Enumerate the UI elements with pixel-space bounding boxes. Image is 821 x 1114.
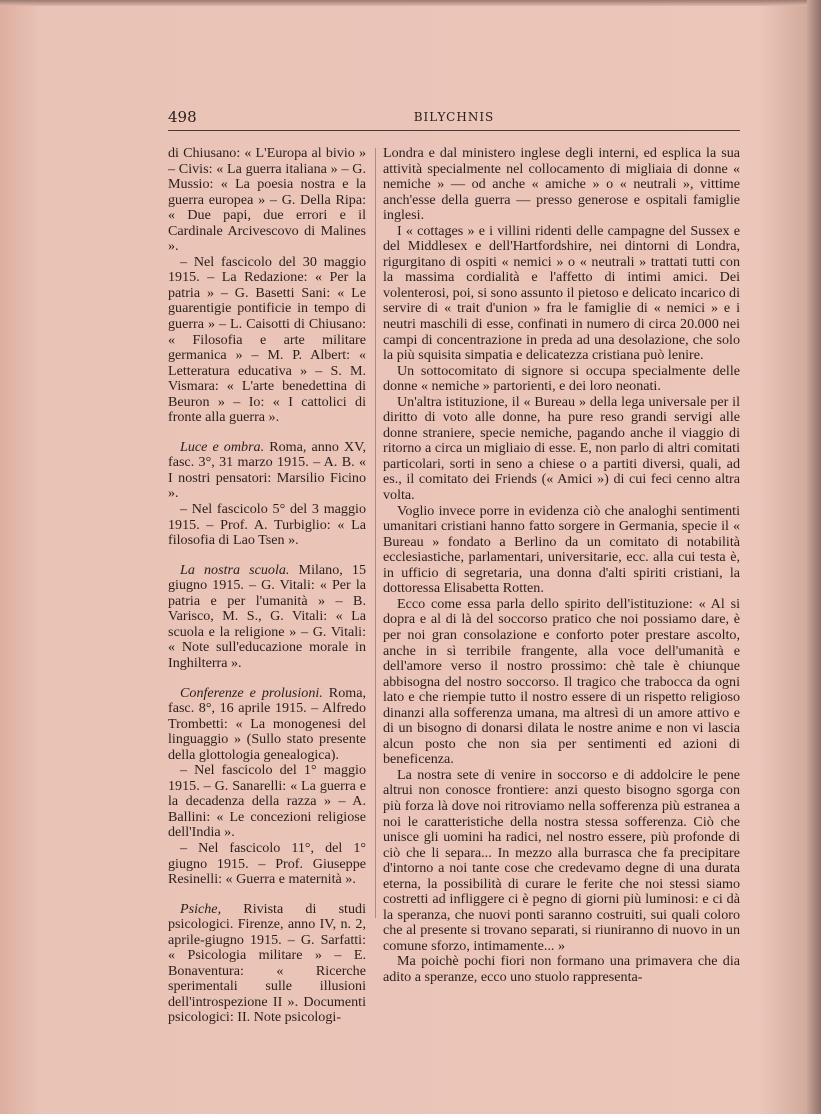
page-header bbox=[168, 108, 740, 132]
column-divider bbox=[375, 148, 376, 918]
page-top-edge bbox=[0, 0, 821, 6]
paragraph: Un'altra istituzione, il « Bureau » della lega universale per il diritto di voto alle donne, ha pure reso grandi servigi alle donne straniere, specie nemiche, pagando anche il viaggio di ritorno a circa un migliaio di esse. E, non parlo di altri comitati particolari, sorti in seno a chiese o a partiti diversi, quali, ad es., il comitato dei Friends (« Amici ») di cui feci cenno altra volta. bbox=[383, 393, 740, 504]
paragraph: Ma poichè pochi fiori non formano una primavera che dia adito a speranze, ecco uno stuolo rappresenta- bbox=[383, 953, 740, 985]
paragraph: Ecco come essa parla dello spirito dell'istituzione: « Al si dopra e al di là del soccorso pratico che noi possiamo dare, è per noi gran consolazione e conforto poter prestare ascolto, anche in sì terribile frangente, alla voce dell'umanità e dell'amore verso il nostro prossimo: chè tale è chiunque abbisogna del nostro soccorso. Il tragico che trabocca da ogni lato e che riempie tutto il nostro essere di un rispetto religioso dinanzi alla sofferenza umana, ma altresì di un amore attivo e di un bisogno di donarsi dilata le nostre anime e non vi lascia alcun posto che non sia per sentimenti ed azioni di beneficenza. bbox=[383, 595, 740, 768]
right-column bbox=[383, 146, 740, 986]
header-rule bbox=[168, 130, 740, 131]
paragraph: di Chiusano: « L'Europa al bivio » – Civis: « La guerra italiana » – G. Mussio: « La poesia nostra e la guerra europea » – G. Della Ripa: « Due papi, due errori e il Cardinale Arcivescovo di Malines ». bbox=[168, 145, 366, 255]
paragraph: Psiche, Rivista di studi psicologici. Firenze, anno IV, n. 2, aprile-giugno 1915. – G. Sarfatti: « Psicologia militare » – E. Bonaventura: « Ricerche sperimentali sulle illusioni dell'introspezione II ». Documenti psicologici: II. Note psicologi- bbox=[168, 900, 366, 1026]
paragraph: – Nel fascicolo del 30 maggio 1915. – La Redazione: « Per la patria » – G. Basetti Sani: « Le guarentigie pontificie in tempo di guerra » – L. Caisotti di Chiusano: « Filosofia e arte militare germanica » – M. P. Albert: « Letteratura educativa » – S. M. Vismara: « L'arte benedettina di Beuron » – Io: « I cattolici di fronte alla guerra ». bbox=[168, 253, 366, 426]
page-number: 498 bbox=[168, 108, 197, 126]
paragraph: I « cottages » e i villini ridenti delle campagne del Sussex e del Middlesex e dell'Hartfordshire, nei dintorni di Londra, rigurgitano di ospiti « nemici » o « neutrali » trattati tutti con la massima cordialità e l'affetto di intimi amici. Dei volenterosi, poi, si sono assunto il pietoso e delicato incarico di servire di « trait d'union » fra le famiglie di « nemici » e i neutri maschili di esse, confinati in numero di circa 20.000 nei campi di concentrazione in preda ad una desolazione, che solo la più squisita simpatia e delicatezza cristiana può lenire. bbox=[383, 222, 740, 364]
paragraph: Voglio invece porre in evidenza ciò che analoghi sentimenti umanitari cristiani hanno fatto sorgere in Germania, specie il « Bureau » fondato a Berlino da un comitato di notabilità ecclesiastiche, parlamentari, universitarie, ecc. alla cui testa è, in ufficio di segretaria, una donna d'alti spiriti cristiani, la dottoressa Elisabetta Rotten. bbox=[383, 502, 740, 597]
paragraph: Un sottocomitato di signore si occupa specialmente delle donne « nemiche » partorienti, e dei loro neonati. bbox=[383, 362, 740, 395]
paragraph: – Nel fascicolo del 1° maggio 1915. – G. Sanarelli: « La guerra e la decadenza della razza » – A. Ballini: « Le concezioni religiose dell'India ». bbox=[168, 762, 366, 841]
page-binding-edge bbox=[807, 0, 821, 1114]
paragraph: Conferenze e prolusioni. Roma, fasc. 8°, 16 aprile 1915. – Alfredo Trombetti: « La monogenesi del linguaggio » (Sullo stato presente della glottologia genealogica). bbox=[168, 684, 366, 763]
running-title: BILYCHNIS bbox=[413, 110, 495, 124]
paragraph: Luce e ombra. Roma, anno XV, fasc. 3°, 31 marzo 1915. – A. B. « I nostri pensatori: Marsilio Ficino ». bbox=[168, 438, 367, 502]
paragraph: La nostra sete di venire in soccorso e di addolcire le pene altrui non conosce frontiere: anzi questo bisogno sgorga con più forza là dove noi ritroviamo nella sofferenza più estranea a noi le caratteristiche della nostra stessa sofferenza. Ciò che unisce gli uomini ha radici, nel nostro essere, più profonde di ciò che li separa... In mezzo alla burrasca che fa precipitare d'intorno a noi tante cose che credevamo degne di una durata eterna, la possibilità di curare le ferite che noi stessi siamo costretti ad infliggere ci è pegno di giorni più luminosi: e ci dà la speranza, che nuovi ponti saranno costruiti, sui quali coloro che al presente si trovano separati, si riuniranno di nuovo in un comune sforzo, intimamente... » bbox=[383, 766, 740, 954]
paragraph: – Nel fascicolo 11°, del 1° giugno 1915. – Prof. Giuseppe Resinelli: « Guerra e maternità ». bbox=[168, 839, 366, 888]
paragraph: Londra e dal ministero inglese degli interni, ed esplica la sua attività specialmente nel collocamento di migliaia di donne « nemiche » — od anche « amiche » o « neutrali », vittime anch'esse della guerra — presso generose e ospitali famiglie inglesi. bbox=[383, 145, 740, 224]
paragraph: – Nel fascicolo 5° del 3 maggio 1915. – Prof. A. Turbiglio: « La filosofia di Lao Tsen ». bbox=[168, 501, 366, 549]
paragraph: La nostra scuola. Milano, 15 giugno 1915. – G. Vitali: « Per la patria e per l'umanità » – B. Varisco, M. S., G. Vitali: « La scuola e la religione » – G. Vitali: « Note sull'educazione morale in Inghilterra ». bbox=[168, 561, 366, 671]
left-column bbox=[168, 146, 366, 1026]
